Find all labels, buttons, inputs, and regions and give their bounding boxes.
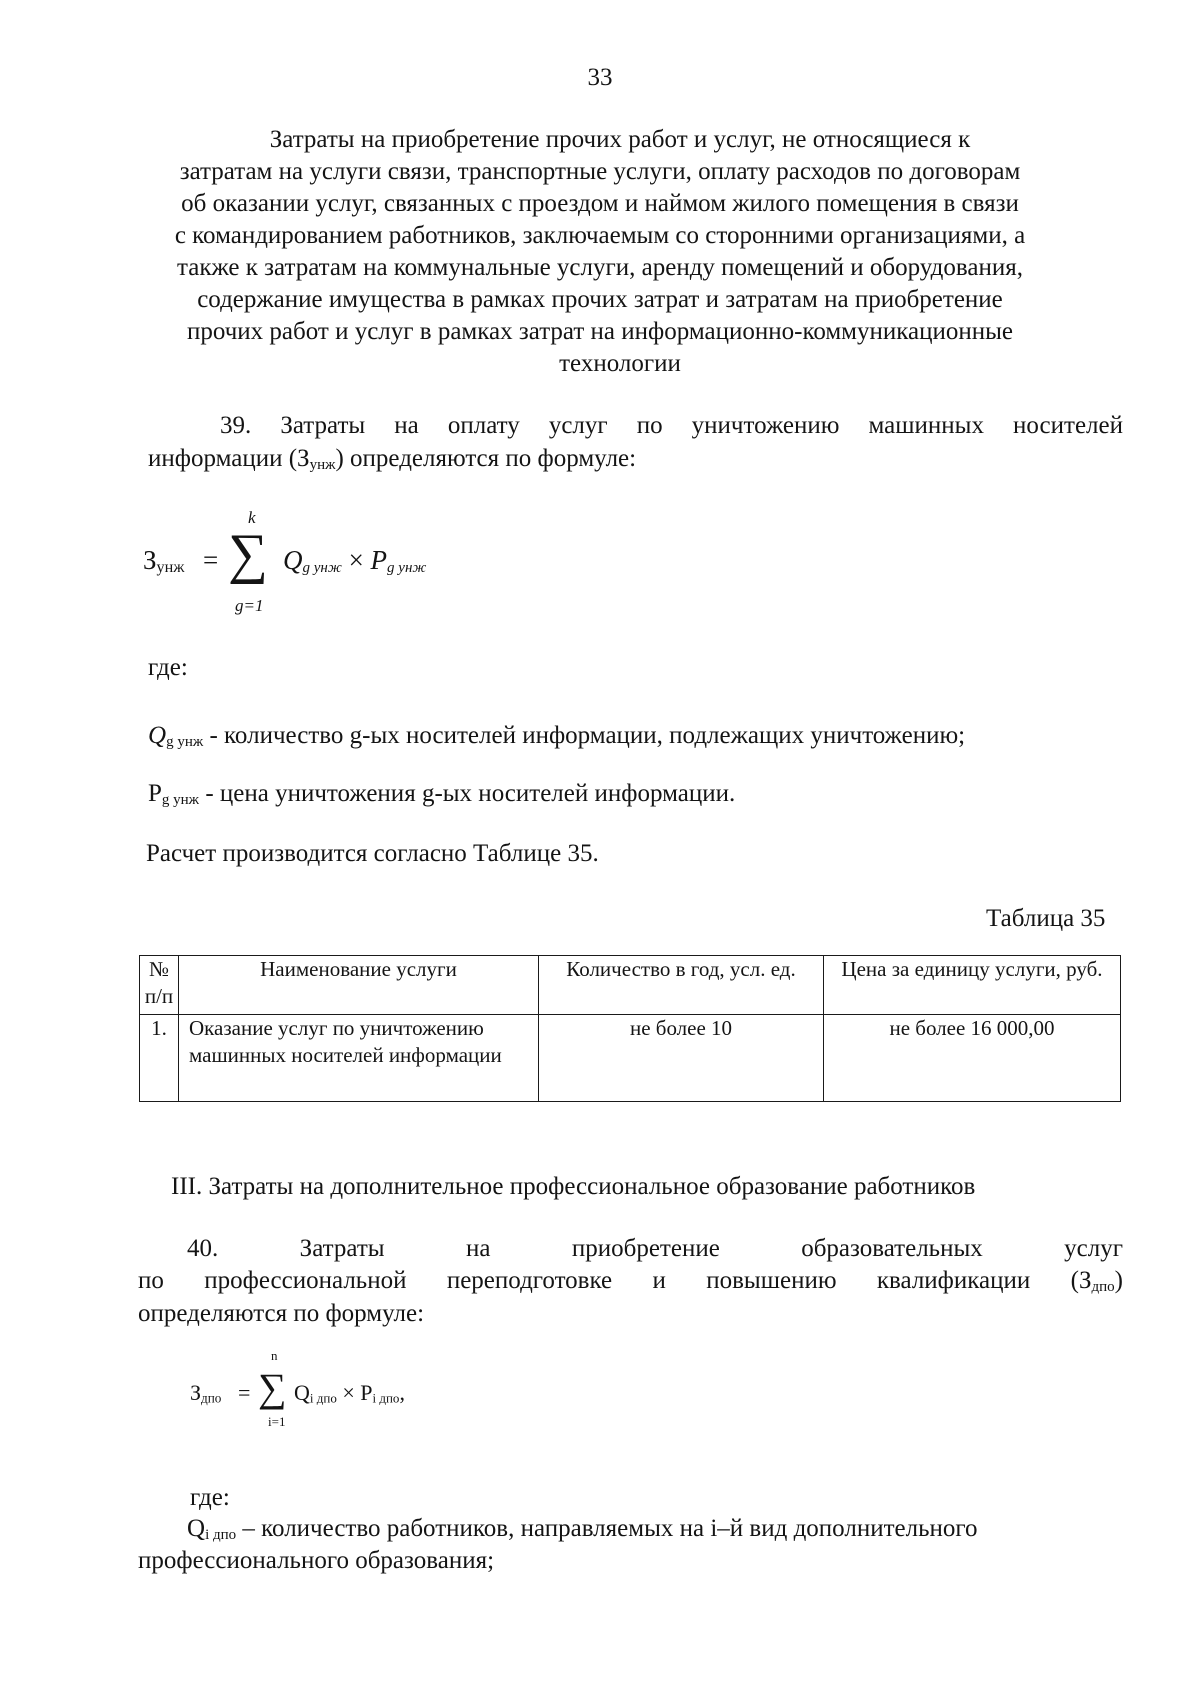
section-3-title: III. Затраты на дополнительное профессиональное образование работников [171, 1173, 976, 1200]
table-header-row [140, 956, 1121, 1015]
sum-lower-limit: g=1 [235, 596, 264, 615]
where-label-2: где: [190, 1484, 230, 1511]
formula-lhs: $З_{дпо}$ [190, 1380, 222, 1406]
calc-note: Расчет производится согласно Таблице 35. [146, 840, 599, 867]
sum-upper-limit: k [248, 508, 256, 527]
sum-lower-limit: i=1 [268, 1414, 286, 1429]
header-num: № п/п [140, 956, 179, 1015]
table-caption: Таблица 35 [986, 905, 1106, 932]
equals-sign: = [203, 545, 219, 575]
heading-line: также к затратам на коммунальные услуги, аренду помещений и оборудования, [177, 254, 1023, 281]
page-number: 33 [587, 64, 613, 91]
heading-line: об оказании услуг, связанных с проездом и наймом жилого помещения в связи [181, 190, 1019, 217]
cell-qty: не более 10 [539, 1015, 824, 1102]
formula-body: $Q_{g унж} \times P_{g унж}$ [283, 545, 427, 576]
formula-body: $Q_{i дпо} \times P_{i дпо}$, [294, 1380, 405, 1406]
heading-line: с командированием работников, заключаемым со сторонними организациями, а [174, 222, 1026, 249]
heading-line: содержание имущества в рамках прочих затрат и затратам на приобретение [197, 286, 1003, 313]
definition-p: $P_{g унж}$ - цена уничтожения g-ых носителей информации. [148, 780, 736, 808]
item-39-line1: 39. Затраты на оплату услуг по уничтожению машинных носителей [220, 412, 1123, 439]
sum-upper-limit: n [271, 1348, 278, 1363]
cell-num: 1. [140, 1015, 179, 1102]
heading-line: затратам на услуги связи, транспортные услуги, оплату расходов по договорам [179, 158, 1021, 185]
item-40-line1: 40. Затраты на приобретение образовательных услуг [187, 1235, 1123, 1262]
definition-q: $Q_{g унж}$ - количество g-ых носителей информации, подлежащих уничтожению; [148, 722, 966, 750]
cell-name: Оказание услуг по уничтожению машинных носителей информации [179, 1015, 539, 1102]
table-35 [139, 955, 1121, 1102]
heading-line: технологии [559, 350, 681, 377]
header-qty: Количество в год, усл. ед. [539, 956, 824, 1015]
heading-line: прочих работ и услуг в рамках затрат на информационно-коммуникационные [186, 318, 1014, 345]
heading-line: Затраты на приобретение прочих работ и услуг, не относящиеся к [269, 126, 971, 153]
cell-price: не более 16 000,00 [824, 1015, 1121, 1102]
formula-lhs: $З_{унж}$ [143, 545, 185, 577]
item-40-line3: определяются по формуле: [138, 1300, 425, 1327]
item-40-line2: по профессиональной переподготовке и повышению квалификации $(З_{дпо})$ [138, 1267, 1123, 1295]
formula-zunzh [143, 508, 503, 618]
definition-q-dpo: $Q_{i дпо}$ – количество работников, направляемых на i–й вид дополнительного [187, 1515, 978, 1543]
formula-zdpo [190, 1348, 490, 1438]
equals-sign: = [238, 1380, 251, 1405]
where-label: где: [148, 654, 188, 681]
sum-sign: ∑ [258, 1365, 287, 1410]
table-row [140, 1015, 1121, 1102]
header-price: Цена за единицу услуги, руб. [824, 956, 1121, 1015]
item-39-line2: информации $(З_{унж})$ определяются по формуле: [148, 445, 637, 473]
sum-sign: ∑ [228, 523, 268, 585]
definition-q-dpo-line2: профессионального образования; [138, 1547, 495, 1574]
header-name: Наименование услуги [179, 956, 539, 1015]
